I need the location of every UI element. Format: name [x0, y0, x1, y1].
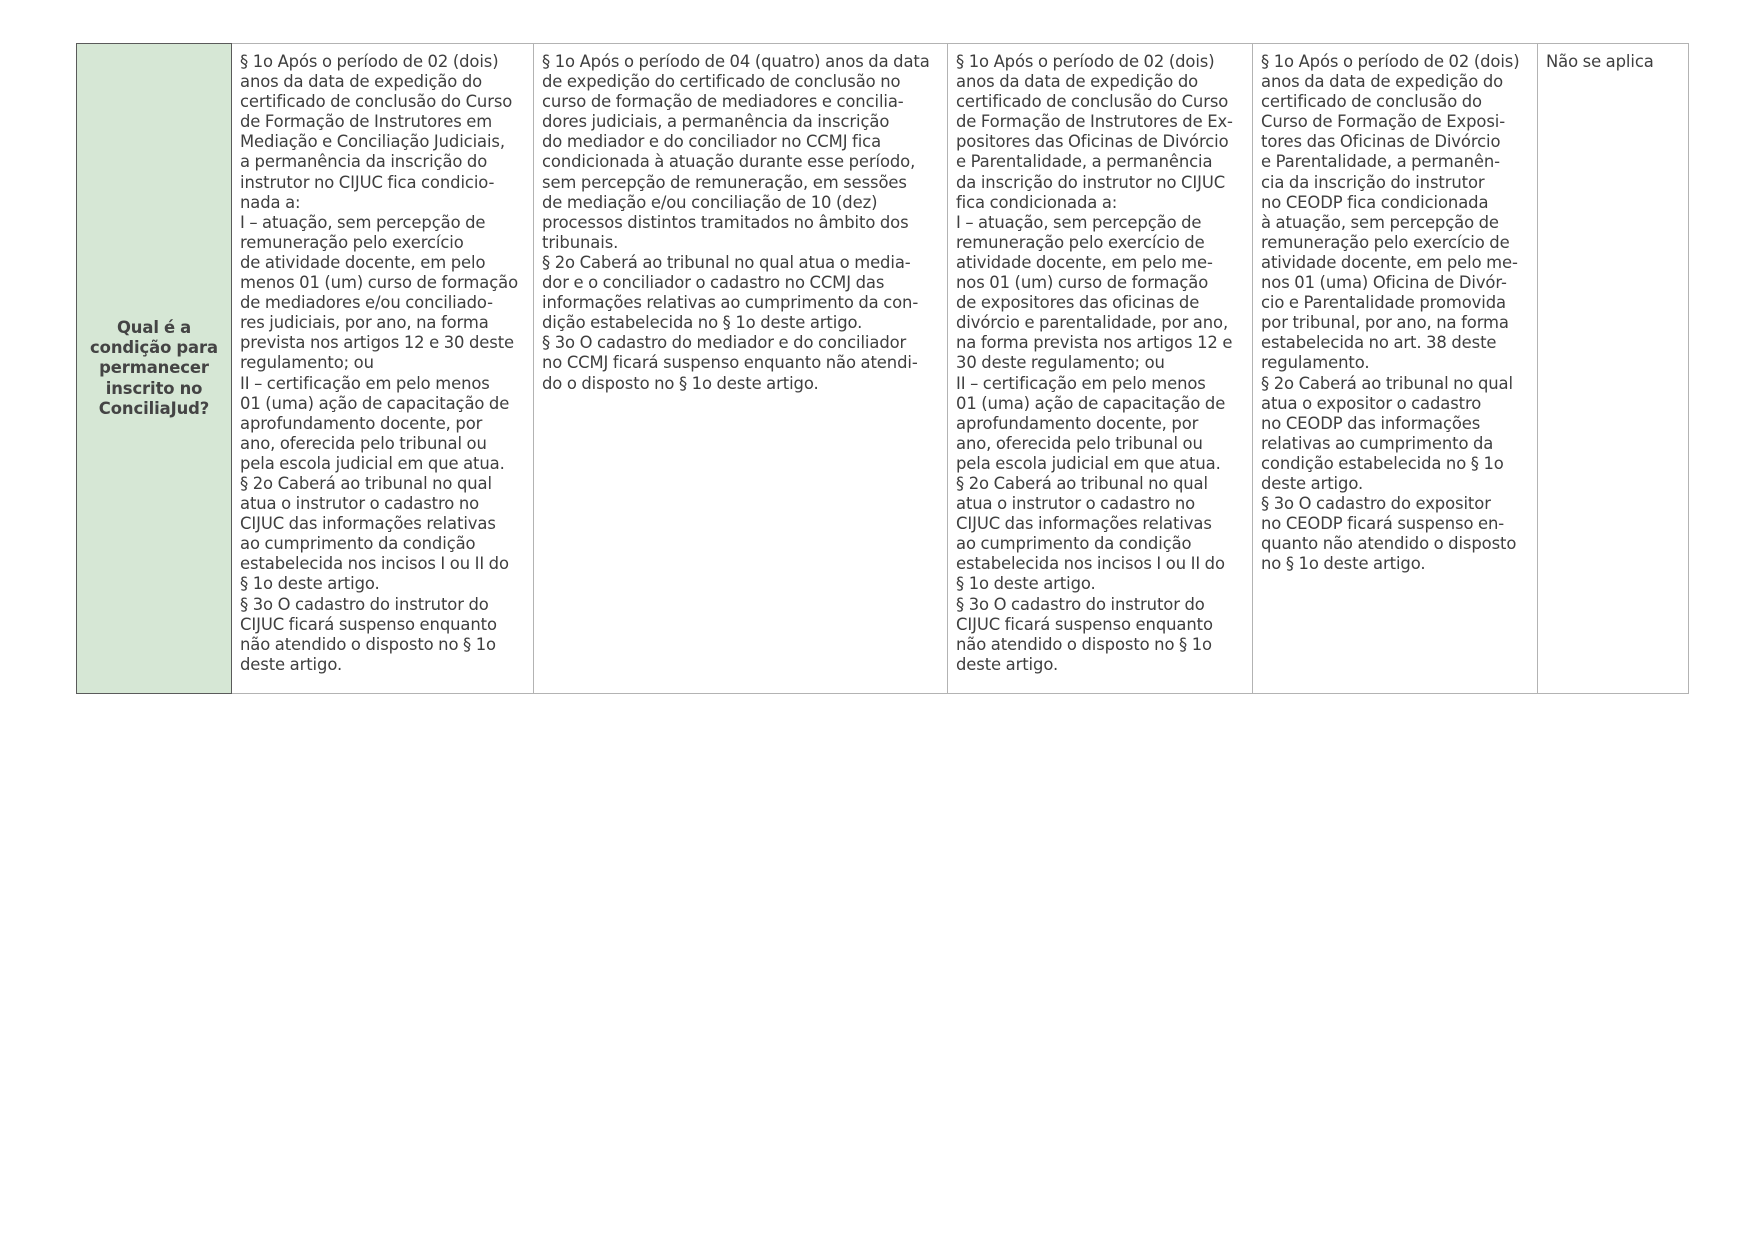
text-line: Curso de Formação de Exposi- [1261, 112, 1506, 132]
answer-text [1546, 52, 1680, 72]
text-line: I – atuação, sem percepção de [240, 212, 486, 232]
text-line: por tribunal, por ano, na forma [1261, 313, 1509, 333]
conditions-table-wrapper [76, 43, 1688, 694]
text-line: e Parentalidade, a permanên- [1261, 152, 1500, 172]
text-line: anos da data de expedição do [240, 72, 483, 92]
text-line: remuneração pelo exercício de [956, 232, 1205, 252]
text-line: instrutor no CIJUC fica condicio- [240, 172, 495, 192]
text-line: dição estabelecida no § 1o deste artigo. [542, 313, 863, 333]
text-line: estabelecida no art. 38 deste [1261, 333, 1497, 353]
text-line: no CCMJ ficará suspenso enquanto não atendi- [542, 353, 918, 373]
text-line: deste artigo. [1261, 473, 1364, 493]
text-line: estabelecida nos incisos I ou II do [956, 554, 1225, 574]
text-line: anos da data de expedição do [1261, 72, 1504, 92]
text-line: de Formação de Instrutores de Ex- [956, 112, 1233, 132]
text-line: de Formação de Instrutores em [240, 112, 493, 132]
text-line: certificado de conclusão do [1261, 92, 1482, 112]
text-line: tores das Oficinas de Divórcio [1261, 132, 1501, 152]
text-line: de atividade docente, em pelo [240, 252, 486, 272]
text-line: deste artigo. [240, 654, 343, 674]
text-line: quanto não atendido o disposto [1261, 534, 1517, 554]
text-line: II – certificação em pelo menos [956, 373, 1206, 393]
text-line: fica condicionada a: [956, 192, 1118, 212]
text-line: divórcio e parentalidade, por ano, [956, 313, 1229, 333]
text-line: I – atuação, sem percepção de [956, 212, 1202, 232]
text-line: da inscrição do instrutor no CIJUC [956, 172, 1226, 192]
text-line: pela escola judicial em que atua. [956, 453, 1221, 473]
answer-cell-expositores-oficinas [1253, 44, 1538, 694]
answer-cell-instrutores-oficinas [948, 44, 1253, 694]
text-line: atua o instrutor o cadastro no [956, 494, 1196, 514]
answer-cell-mediadores-conciliadores [534, 44, 948, 694]
text-line: atua o expositor o cadastro [1261, 393, 1482, 413]
text-line: aprofundamento docente, por [956, 413, 1199, 433]
answer-cell-instrutores-mediacao [232, 44, 534, 694]
text-line: § 1o deste artigo. [240, 574, 380, 594]
text-line: curso de formação de mediadores e concilia- [542, 92, 904, 112]
text-line: à atuação, sem percepção de [1261, 212, 1499, 232]
text-line: no CEODP ficará suspenso en- [1261, 514, 1505, 534]
text-line: sem percepção de remuneração, em sessões [542, 172, 907, 192]
text-line: ao cumprimento da condição [956, 534, 1192, 554]
text-line: CIJUC das informações relativas [240, 514, 496, 534]
text-line: certificado de conclusão do Curso [956, 92, 1229, 112]
text-line: atividade docente, em pelo me- [956, 252, 1213, 272]
text-line: § 3o O cadastro do instrutor do [956, 594, 1205, 614]
answer-text [956, 52, 1244, 675]
text-line: § 1o Após o período de 04 (quatro) anos da data [542, 52, 930, 71]
text-line: inscrito no [105, 378, 203, 398]
text-line: condição para [90, 338, 218, 358]
answer-text [542, 52, 939, 394]
text-line: a permanência da inscrição do [240, 152, 488, 172]
text-line: ConciliaJud? [98, 398, 210, 418]
text-line: na forma prevista nos artigos 12 e [956, 333, 1233, 353]
text-line: do o disposto no § 1o deste artigo. [542, 373, 819, 393]
text-line: no CEODP das informações [1261, 413, 1481, 433]
text-line: de mediadores e/ou conciliado- [240, 293, 493, 313]
text-line: regulamento; ou [240, 353, 374, 373]
text-line: relativas ao cumprimento da [1261, 433, 1494, 453]
text-line: atividade docente, em pelo me- [1261, 252, 1518, 272]
text-line: estabelecida nos incisos I ou II do [240, 554, 509, 574]
text-line: cia da inscrição do instrutor [1261, 172, 1485, 192]
text-line: de expedição do certificado de conclusão no [542, 72, 901, 92]
text-line: certificado de conclusão do Curso [240, 92, 513, 112]
text-line: remuneração pelo exercício [240, 232, 464, 252]
text-line: 01 (uma) ação de capacitação de [240, 393, 510, 413]
text-line: condição estabelecida no § 1o [1261, 453, 1504, 473]
text-line: § 2o Caberá ao tribunal no qual [956, 473, 1208, 493]
text-line: § 1o Após o período de 02 (dois) [240, 52, 499, 71]
text-line: § 1o Após o período de 02 (dois) [1261, 52, 1520, 71]
text-line: nos 01 (um) curso de formação [956, 273, 1209, 293]
text-line: e Parentalidade, a permanência [956, 152, 1213, 172]
text-line: § 2o Caberá ao tribunal no qual [240, 473, 492, 493]
text-line: Mediação e Conciliação Judiciais, [240, 132, 505, 152]
text-line: do mediador e do conciliador no CCMJ fica [542, 132, 882, 152]
text-line: no § 1o deste artigo. [1261, 554, 1426, 574]
text-line: informações relativas ao cumprimento da con- [542, 293, 919, 313]
text-line: § 2o Caberá ao tribunal no qual atua o media- [542, 252, 911, 272]
text-line: prevista nos artigos 12 e 30 deste [240, 333, 515, 353]
text-line: dor e o conciliador o cadastro no CCMJ das [542, 273, 885, 293]
text-line: aprofundamento docente, por [240, 413, 483, 433]
table-row [77, 44, 1689, 694]
question-cell [77, 44, 232, 694]
text-line: permanecer [99, 358, 209, 378]
text-line: positores das Oficinas de Divórcio [956, 132, 1229, 152]
text-line: 01 (uma) ação de capacitação de [956, 393, 1226, 413]
conditions-table [76, 43, 1689, 694]
text-line: CIJUC ficará suspenso enquanto [956, 614, 1213, 634]
text-line: deste artigo. [956, 654, 1059, 674]
text-line: § 3o O cadastro do instrutor do [240, 594, 489, 614]
text-line: não atendido o disposto no § 1o [240, 634, 496, 654]
text-line: regulamento. [1261, 353, 1370, 373]
answer-text [1261, 52, 1529, 574]
text-line: de mediação e/ou conciliação de 10 (dez) [542, 192, 878, 212]
text-line: § 1o deste artigo. [956, 574, 1096, 594]
text-line: CIJUC das informações relativas [956, 514, 1212, 534]
text-line: de expositores das oficinas de [956, 293, 1200, 313]
question-text [89, 318, 219, 418]
text-line: dores judiciais, a permanência da inscrição [542, 112, 890, 132]
text-line: § 3o O cadastro do expositor [1261, 494, 1491, 514]
text-line: § 3o O cadastro do mediador e do conciliador [542, 333, 907, 353]
text-line: nada a: [240, 192, 301, 212]
text-line: nos 01 (uma) Oficina de Divór- [1261, 273, 1507, 293]
text-line: condicionada à atuação durante esse período, [542, 152, 916, 172]
text-line: menos 01 (um) curso de formação [240, 273, 518, 293]
text-line: remuneração pelo exercício de [1261, 232, 1510, 252]
text-line: Não se aplica [1546, 52, 1654, 71]
text-line: anos da data de expedição do [956, 72, 1199, 92]
text-line: não atendido o disposto no § 1o [956, 634, 1212, 654]
text-line: Qual é a [116, 318, 192, 338]
text-line: processos distintos tramitados no âmbito dos [542, 212, 909, 232]
text-line: res judiciais, por ano, na forma [240, 313, 489, 333]
answer-cell-nao-se-aplica [1538, 44, 1689, 694]
text-line: 30 deste regulamento; ou [956, 353, 1165, 373]
text-line: cio e Parentalidade promovida [1261, 293, 1506, 313]
text-line: § 2o Caberá ao tribunal no qual [1261, 373, 1513, 393]
text-line: II – certificação em pelo menos [240, 373, 490, 393]
answer-text [240, 52, 525, 675]
text-line: tribunais. [542, 232, 619, 252]
text-line: ano, oferecida pelo tribunal ou [240, 433, 487, 453]
text-line: ano, oferecida pelo tribunal ou [956, 433, 1203, 453]
text-line: § 1o Após o período de 02 (dois) [956, 52, 1215, 71]
text-line: no CEODP fica condicionada [1261, 192, 1489, 212]
text-line: atua o instrutor o cadastro no [240, 494, 480, 514]
text-line: pela escola judicial em que atua. [240, 453, 505, 473]
text-line: CIJUC ficará suspenso enquanto [240, 614, 497, 634]
text-line: ao cumprimento da condição [240, 534, 476, 554]
